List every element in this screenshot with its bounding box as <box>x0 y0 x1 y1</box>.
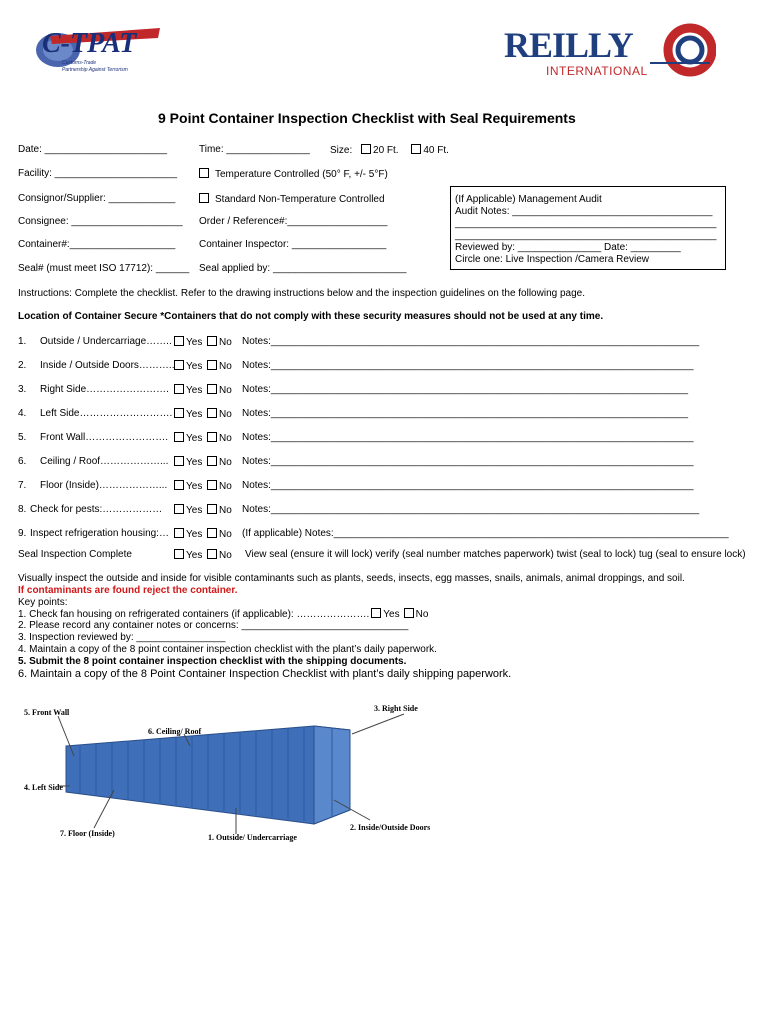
checklist-label: Left Side………………………. <box>40 408 173 419</box>
checklist-notes-field[interactable]: Notes:____________________________________________________________________________ <box>242 456 694 467</box>
checklist-label: Right Side……………………. <box>40 384 169 395</box>
checklist-yes-checkbox[interactable] <box>174 384 184 394</box>
checklist-no-checkbox[interactable] <box>207 336 217 346</box>
checklist-label: Front Wall……………………. <box>40 432 168 443</box>
standard-non-temp-checkbox[interactable] <box>199 193 209 203</box>
facility-field[interactable]: Facility: ______________________ <box>18 168 178 179</box>
checklist-yes-label: Yes <box>186 529 203 540</box>
time-field[interactable]: Time: _______________ <box>199 144 310 155</box>
checklist-no-label: No <box>219 529 232 540</box>
checklist-yes <box>174 336 202 348</box>
checklist-yes-label: Yes <box>186 385 203 396</box>
reilly-logo <box>500 20 720 84</box>
ctpat-sub2: Partnership Against Terrorism <box>62 67 128 73</box>
size-20-checkbox[interactable] <box>361 144 371 154</box>
checklist-notes-field[interactable]: Notes:_____________________________________________________________________________ <box>242 504 700 515</box>
checklist-no-label: No <box>219 481 232 492</box>
consignor-field[interactable]: Consignor/Supplier: ____________ <box>18 193 176 204</box>
checklist-no-checkbox[interactable] <box>207 528 217 538</box>
checklist-label: Outside / Undercarriage…….. <box>40 336 172 347</box>
checklist-yes-label: Yes <box>186 481 203 492</box>
checklist-number: 7. <box>18 480 27 491</box>
checklist-number: 2. <box>18 360 27 371</box>
ctpat-sub1: Customs-Trade <box>62 60 97 66</box>
key-points-heading: Key points: <box>18 597 68 608</box>
seal-inspection-text: View seal (ensure it will lock) verify (seal number matches paperwork) twist (seal to lock) tug (seal to ensure lock) <box>245 549 746 560</box>
checklist-no <box>207 408 232 420</box>
checklist-no-checkbox[interactable] <box>207 432 217 442</box>
checklist-notes-field[interactable]: Notes:___________________________________________________________________________ <box>242 384 689 395</box>
checklist-no-label: No <box>219 409 232 420</box>
reilly-logo-main: REILLY <box>504 25 633 65</box>
key-point-4: 4. Maintain a copy of the 8 point container inspection checklist with the plant’s daily paperwork. <box>18 644 437 655</box>
diagram-front-wall-label: 5. Front Wall <box>24 708 70 717</box>
ctpat-logo <box>30 22 170 82</box>
checklist-yes-label: Yes <box>186 433 203 444</box>
seal-inspection-label: Seal Inspection Complete <box>18 549 132 560</box>
checklist-no-checkbox[interactable] <box>207 504 217 514</box>
checklist-no-label: No <box>219 361 232 372</box>
audit-line-1: (If Applicable) Management Audit <box>455 194 602 205</box>
checklist-no <box>207 360 232 372</box>
checklist-no <box>207 336 232 348</box>
size-20-label: 20 Ft. <box>373 145 399 156</box>
diagram-ceiling-roof-label: 6. Ceiling/ Roof <box>148 727 202 736</box>
checklist-yes-checkbox[interactable] <box>174 408 184 418</box>
key-point-3[interactable]: 3. Inspection reviewed by: ________________ <box>18 632 226 643</box>
diagram-left-side-label: 4. Left Side <box>24 783 63 792</box>
checklist-number: 3. <box>18 384 27 395</box>
key-point-5: 5. Submit the 8 point container inspection checklist with the shipping documents. <box>18 656 407 667</box>
reilly-logo-sub: INTERNATIONAL <box>546 64 648 78</box>
consignee-field[interactable]: Consignee: ____________________ <box>18 216 183 227</box>
audit-notes-field[interactable]: Audit Notes: ____________________________________ <box>455 206 713 217</box>
key-point-6: 6. Maintain a copy of the 8 Point Container Inspection Checklist with plant’s daily shipping paperwork. <box>18 668 512 680</box>
checklist-yes-label: Yes <box>186 337 203 348</box>
diagram-right-side-label: 3. Right Side <box>374 704 418 713</box>
fan-housing-no-checkbox[interactable] <box>404 608 414 618</box>
checklist-yes-label: Yes <box>186 361 203 372</box>
checklist-number: 6. <box>18 456 27 467</box>
checklist-label: Floor (Inside)………………... <box>40 480 168 491</box>
fan-housing-yes-checkbox[interactable] <box>371 608 381 618</box>
checklist-no-label: No <box>219 385 232 396</box>
seal-inspection-yes-checkbox[interactable] <box>174 549 184 559</box>
date-field[interactable]: Date: ______________________ <box>18 144 168 155</box>
checklist-yes-checkbox[interactable] <box>174 360 184 370</box>
checklist-notes-field[interactable]: Notes:_____________________________________________________________________________ <box>242 336 700 347</box>
checklist-number: 9. <box>18 528 27 539</box>
container-inspector-field[interactable]: Container Inspector: _________________ <box>199 239 387 250</box>
checklist-no <box>207 480 232 492</box>
audit-circle-one: Circle one: Live Inspection /Camera Review <box>455 254 649 265</box>
audit-notes-line-3[interactable]: _______________________________________________ <box>455 230 717 241</box>
reilly-swirl-icon <box>650 22 716 80</box>
checklist-no <box>207 504 232 516</box>
size-40-checkbox[interactable] <box>411 144 421 154</box>
checklist-no-checkbox[interactable] <box>207 384 217 394</box>
checklist-yes <box>174 384 202 396</box>
seal-inspection-no-checkbox[interactable] <box>207 549 217 559</box>
checklist-yes-checkbox[interactable] <box>174 480 184 490</box>
location-heading: Location of Container Secure *Containers that do not comply with these security measures should not be used at any time. <box>18 311 604 322</box>
checklist-no-checkbox[interactable] <box>207 456 217 466</box>
order-reference-field[interactable]: Order / Reference#:__________________ <box>199 216 388 227</box>
checklist-number: 8. <box>18 504 27 515</box>
checklist-no-checkbox[interactable] <box>207 360 217 370</box>
checklist-yes-checkbox[interactable] <box>174 432 184 442</box>
checklist-no-label: No <box>219 433 232 444</box>
checklist-number: 4. <box>18 408 27 419</box>
checklist-yes <box>174 408 202 420</box>
checklist-yes-checkbox[interactable] <box>174 336 184 346</box>
container-number-field[interactable]: Container#:___________________ <box>18 239 176 250</box>
checklist-no-checkbox[interactable] <box>207 408 217 418</box>
diagram-floor-inside-label: 7. Floor (Inside) <box>60 829 115 838</box>
checklist-no-checkbox[interactable] <box>207 480 217 490</box>
seal-inspection-yes <box>174 549 202 561</box>
fan-housing-no-label: No <box>415 609 429 620</box>
checklist-notes-field[interactable]: Notes:____________________________________________________________________________ <box>242 360 694 371</box>
checklist-label: Inside / Outside Doors……….. <box>40 360 175 371</box>
checklist-yes-checkbox[interactable] <box>174 504 184 514</box>
audit-reviewed-field[interactable]: Reviewed by: _______________ Date: _________ <box>455 242 681 253</box>
diagram-inside-outside-doors-label: 2. Inside/Outside Doors <box>350 823 431 832</box>
visual-inspection-text: Visually inspect the outside and inside for visible contaminants such as plants, seeds, insects, egg masses, snails, animals, animal droppings, and soil. <box>18 573 685 584</box>
checklist-label: Ceiling / Roof………………... <box>40 456 169 467</box>
checklist-no <box>207 528 232 540</box>
key-point-2[interactable]: 2. Please record any container notes or concerns: ______________________________ <box>18 620 409 631</box>
checklist-no <box>207 384 232 396</box>
standard-non-temp-option <box>199 193 385 205</box>
seal-inspection-yes-label: Yes <box>186 550 203 561</box>
standard-non-temp-label: Standard Non-Temperature Controlled <box>215 194 385 205</box>
instructions-text: Instructions: Complete the checklist. Refer to the drawing instructions below and the inspection guidelines on the following page. <box>18 288 585 299</box>
fan-housing-yes-label: Yes <box>383 609 400 620</box>
container-diagram <box>14 700 456 860</box>
checklist-notes-field[interactable]: Notes:___________________________________________________________________________ <box>242 408 689 419</box>
checklist-yes <box>174 456 202 468</box>
checklist-no-label: No <box>219 337 232 348</box>
checklist-yes <box>174 504 202 516</box>
size-40-label: 40 Ft. <box>423 145 449 156</box>
seal-applied-field[interactable]: Seal applied by: ________________________ <box>199 263 407 274</box>
diagram-outside-undercarriage-label: 1. Outside/ Undercarriage <box>208 833 297 842</box>
checklist-yes <box>174 528 202 540</box>
checklist-yes <box>174 360 202 372</box>
checklist-notes-field[interactable]: Notes:____________________________________________________________________________ <box>242 432 694 443</box>
key-point-1 <box>18 608 428 620</box>
temp-controlled-label: Temperature Controlled (50° F, +/- 5°F) <box>215 169 388 180</box>
checklist-yes <box>174 480 202 492</box>
page-title: 9 Point Container Inspection Checklist with Seal Requirements <box>158 110 576 126</box>
checklist-notes-field[interactable]: (If applicable) Notes:_______________________________________________________________________ <box>242 528 729 539</box>
temp-controlled-checkbox[interactable] <box>199 168 209 178</box>
checklist-no <box>207 432 232 444</box>
checklist-yes-label: Yes <box>186 409 203 420</box>
checklist-yes-label: Yes <box>186 457 203 468</box>
size-label: Size: <box>330 145 353 156</box>
checklist-number: 5. <box>18 432 27 443</box>
ctpat-logo-text: C-TPAT <box>42 28 137 59</box>
key-point-1-text: 1. Check fan housing on refrigerated containers (if applicable): …………………. <box>18 609 370 620</box>
temp-controlled-option <box>199 168 388 180</box>
checklist-number: 1. <box>18 336 27 347</box>
audit-notes-line-2[interactable]: _______________________________________________ <box>455 218 717 229</box>
checklist-label: Check for pests:……………… <box>30 504 163 515</box>
checklist-yes-label: Yes <box>186 505 203 516</box>
checklist-label: Inspect refrigeration housing:… <box>30 528 169 539</box>
seal-inspection-no-label: No <box>219 550 232 561</box>
checklist-no <box>207 456 232 468</box>
checklist-no-label: No <box>219 505 232 516</box>
checklist-notes-field[interactable]: Notes:____________________________________________________________________________ <box>242 480 694 491</box>
seal-number-field[interactable]: Seal# (must meet ISO 17712): ______ <box>18 263 190 274</box>
checklist-yes <box>174 432 202 444</box>
checklist-yes-checkbox[interactable] <box>174 456 184 466</box>
checklist-yes-checkbox[interactable] <box>174 528 184 538</box>
seal-inspection-no <box>207 549 232 561</box>
size-group <box>330 144 449 156</box>
contaminants-warning: If contaminants are found reject the container. <box>18 585 238 596</box>
checklist-no-label: No <box>219 457 232 468</box>
